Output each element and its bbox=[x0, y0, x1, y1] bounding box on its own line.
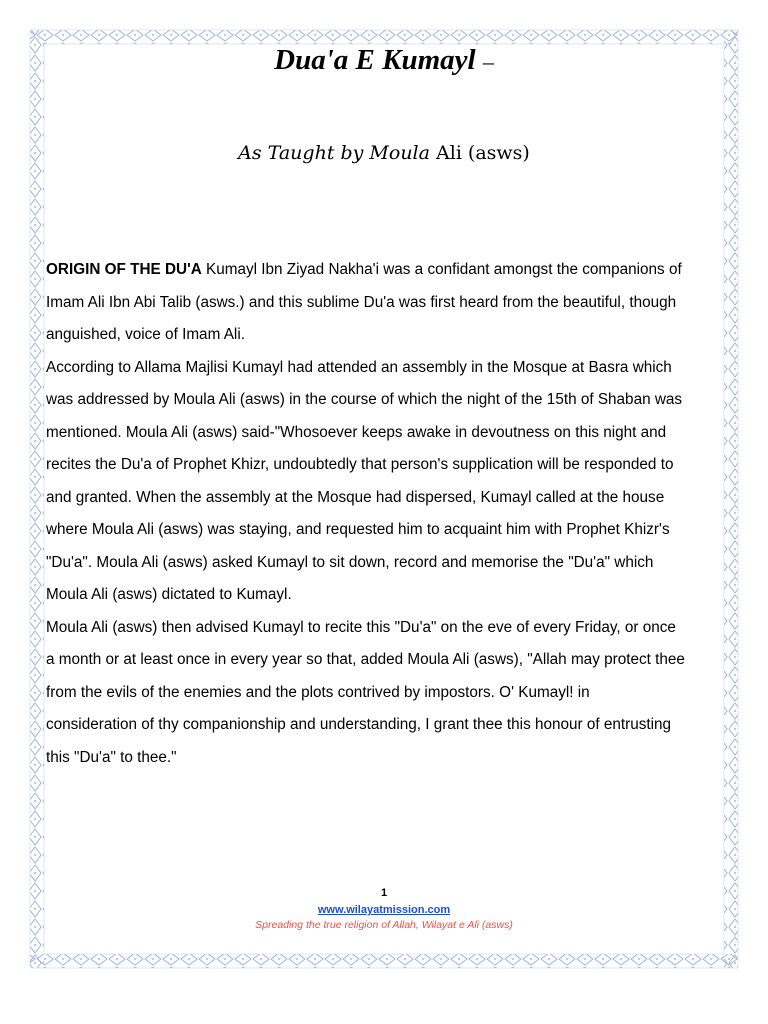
subtitle-plain: Ali (asws) bbox=[436, 142, 530, 164]
body-line: According to Allama Majlisi Kumayl had attended an assembly in the Mosque at Basra which bbox=[46, 358, 672, 376]
body-line: was addressed by Moula Ali (asws) in the course of which the night of the 15th of Shaban was bbox=[46, 391, 683, 408]
body-line: and granted. When the assembly at the Mosque had dispersed, Kumayl called at the house bbox=[46, 488, 665, 506]
body-line: Imam Ali Ibn Abi Talib (asws.) and this sublime Du'a was first heard from the beautiful, though bbox=[46, 293, 677, 311]
document-subtitle bbox=[0, 142, 768, 164]
footer-tagline: Spreading the true religion of Allah, Wilayat e Ali (asws) bbox=[255, 919, 513, 931]
body-line: from the evils of the enemies and the plots contrived by impostors. O' Kumayl! in bbox=[46, 683, 590, 701]
section-heading: ORIGIN OF THE DU'A bbox=[46, 261, 202, 278]
title-text: Dua'a E Kumayl bbox=[274, 44, 476, 76]
document-title bbox=[0, 44, 768, 77]
body-line bbox=[46, 254, 726, 287]
body-line: where Moula Ali (asws) was staying, and requested him to acquaint him with Prophet Khizr's bbox=[46, 521, 670, 538]
body-line: Moula Ali (asws) dictated to Kumayl. bbox=[46, 586, 292, 603]
body-line-text: Kumayl Ibn Ziyad Nakha'i was a confidant amongst the companions of bbox=[201, 261, 682, 278]
body-text bbox=[46, 254, 726, 774]
body-line: Moula Ali (asws) then advised Kumayl to recite this "Du'a" on the eve of every Friday, or once bbox=[46, 618, 676, 636]
body-line: anguished, voice of Imam Ali. bbox=[46, 326, 245, 343]
body-line: this "Du'a" to thee." bbox=[46, 748, 177, 766]
page-number: 1 bbox=[380, 887, 388, 899]
subtitle-italic: As Taught by Moula bbox=[238, 142, 430, 164]
title-dash: – bbox=[482, 49, 494, 74]
website-link[interactable]: www.wilayatmission.com bbox=[317, 904, 451, 916]
body-line: a month or at least once in every year so that, added Moula Ali (asws), "Allah may protect thee bbox=[46, 651, 685, 668]
body-line: "Du'a". Moula Ali (asws) asked Kumayl to sit down, record and memorise the "Du'a" which bbox=[46, 553, 654, 571]
body-line: mentioned. Moula Ali (asws) said-"Whosoever keeps awake in devoutness on this night and bbox=[46, 423, 667, 441]
body-line: recites the Du'a of Prophet Khizr, undoubtedly that person's supplication will be responded to bbox=[46, 456, 674, 473]
body-line: consideration of thy companionship and understanding, I grant thee this honour of entrusting bbox=[46, 716, 672, 733]
